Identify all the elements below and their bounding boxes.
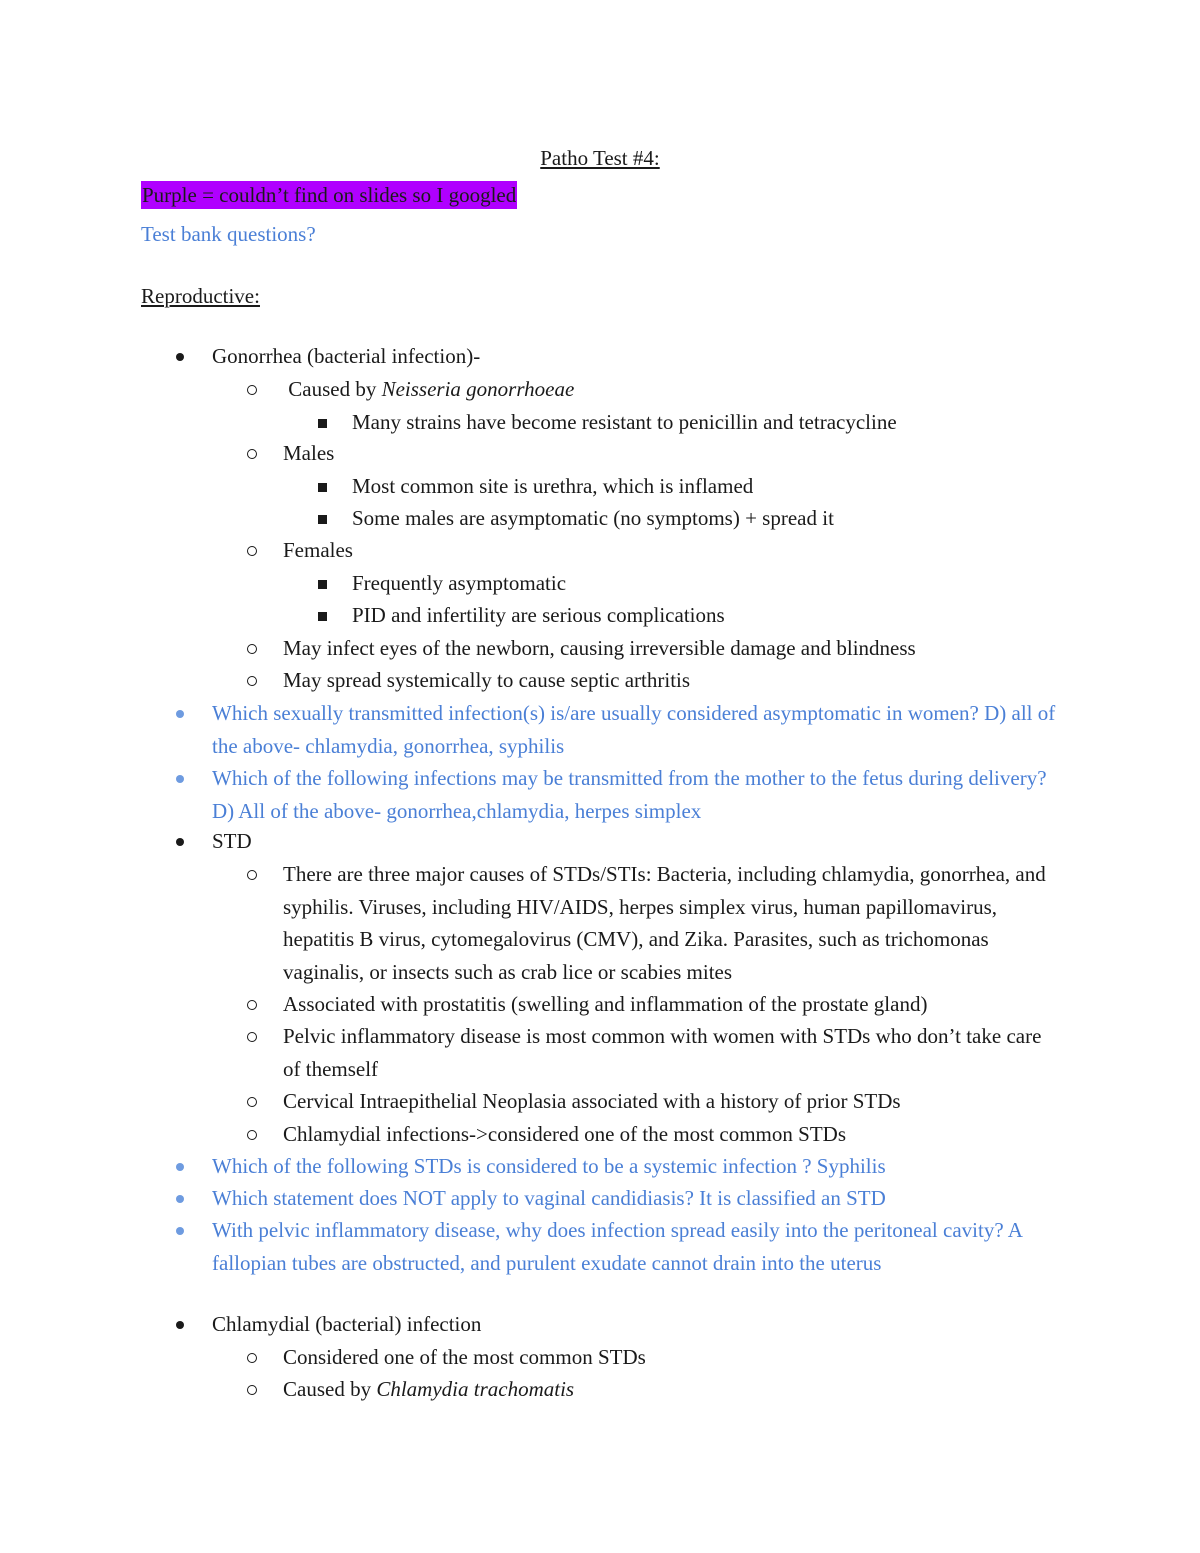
list-item-std-1: There are three major causes of STDs/STIs: Bacteria, including chlamydia, gonorrhea, and syphilis. Viruses, including HIV/AIDS, herpes simplex virus, human papillomavirus, hepatitis B virus, cytomegalovirus (CMV), and Zika. Parasites, such as trichomonas vaginalis, or insects such as crab lice or scabies mites [283,858,1063,988]
bullet-disc-icon [176,775,184,783]
list-item-strains: Many strains have become resistant to penicillin and tetracycline [352,406,1052,439]
bullet-circle-icon [247,1385,257,1395]
bullet-disc-icon [176,1227,184,1235]
list-item-chlamydial-2: Caused by Chlamydia trachomatis [283,1373,1063,1406]
legend-blue-note: Test bank questions? [141,222,316,246]
organism-name: Neisseria gonorrhoeae [381,377,575,401]
list-item-females: Females [283,534,1063,567]
bullet-square-icon [318,483,327,492]
list-item-females-2: PID and infertility are serious complications [352,599,1052,632]
bullet-circle-icon [247,870,257,880]
question-item-2: Which of the following infections may be transmitted from the mother to the fetus during delivery? D) All of the above- gonorrhea,chlamydia, herpes simplex [212,762,1072,827]
question-item-1: Which sexually transmitted infection(s) is/are usually considered asymptomatic in women? D) all of the above- chlamydia, gonorrhea, syphilis [212,697,1072,762]
list-item-chlamydial-1: Considered one of the most common STDs [283,1341,1063,1374]
bullet-circle-icon [247,1130,257,1140]
bullet-disc-icon [176,838,184,846]
list-item-std-3: Pelvic inflammatory disease is most common with women with STDs who don’t take care of themself [283,1020,1063,1085]
legend-purple-note: Purple = couldn’t find on slides so I googled [142,183,517,207]
bullet-circle-icon [247,546,257,556]
list-item-std-2: Associated with prostatitis (swelling and inflammation of the prostate gland) [283,988,1063,1021]
bullet-circle-icon [247,1000,257,1010]
bullet-disc-icon [176,1163,184,1171]
list-item-std: STD [212,825,1072,858]
bullet-square-icon [318,612,327,621]
list-item-std-5: Chlamydial infections->considered one of the most common STDs [283,1118,1063,1151]
list-item-females-1: Frequently asymptomatic [352,567,1052,600]
bullet-circle-icon [247,644,257,654]
bullet-square-icon [318,580,327,589]
bullet-circle-icon [247,676,257,686]
bullet-disc-icon [176,353,184,361]
bullet-circle-icon [247,449,257,459]
list-item-males: Males [283,437,1063,470]
list-item-chlamydial: Chlamydial (bacterial) infection [212,1308,1072,1341]
bullet-disc-icon [176,1321,184,1329]
bullet-square-icon [318,515,327,524]
organism-name: Chlamydia trachomatis [376,1377,575,1401]
bullet-circle-icon [247,1097,257,1107]
question-item-4: Which statement does NOT apply to vaginal candidiasis? It is classified an STD [212,1182,1072,1215]
list-item-septic: May spread systemically to cause septic arthritis [283,664,1063,697]
bullet-disc-icon [176,1195,184,1203]
list-item-gonorrhea: Gonorrhea (bacterial infection)- [212,340,1072,373]
question-item-5: With pelvic inflammatory disease, why does infection spread easily into the peritoneal cavity? A fallopian tubes are obstructed, and purulent exudate cannot drain into the uterus [212,1214,1072,1279]
list-item-caused-by: Caused by Neisseria gonorrhoeae [283,373,1063,406]
section-heading: Reproductive: [141,284,260,308]
bullet-circle-icon [247,385,257,395]
list-item-males-1: Most common site is urethra, which is inflamed [352,470,1052,503]
bullet-circle-icon [247,1032,257,1042]
list-item-newborn: May infect eyes of the newborn, causing irreversible damage and blindness [283,632,1063,665]
question-item-3: Which of the following STDs is considered to be a systemic infection ? Syphilis [212,1150,1072,1183]
list-item-males-2: Some males are asymptomatic (no symptoms) + spread it [352,502,1052,535]
bullet-disc-icon [176,710,184,718]
page-title: Patho Test #4: [540,146,660,170]
bullet-circle-icon [247,1353,257,1363]
list-item-std-4: Cervical Intraepithelial Neoplasia associated with a history of prior STDs [283,1085,1063,1118]
bullet-square-icon [318,419,327,428]
